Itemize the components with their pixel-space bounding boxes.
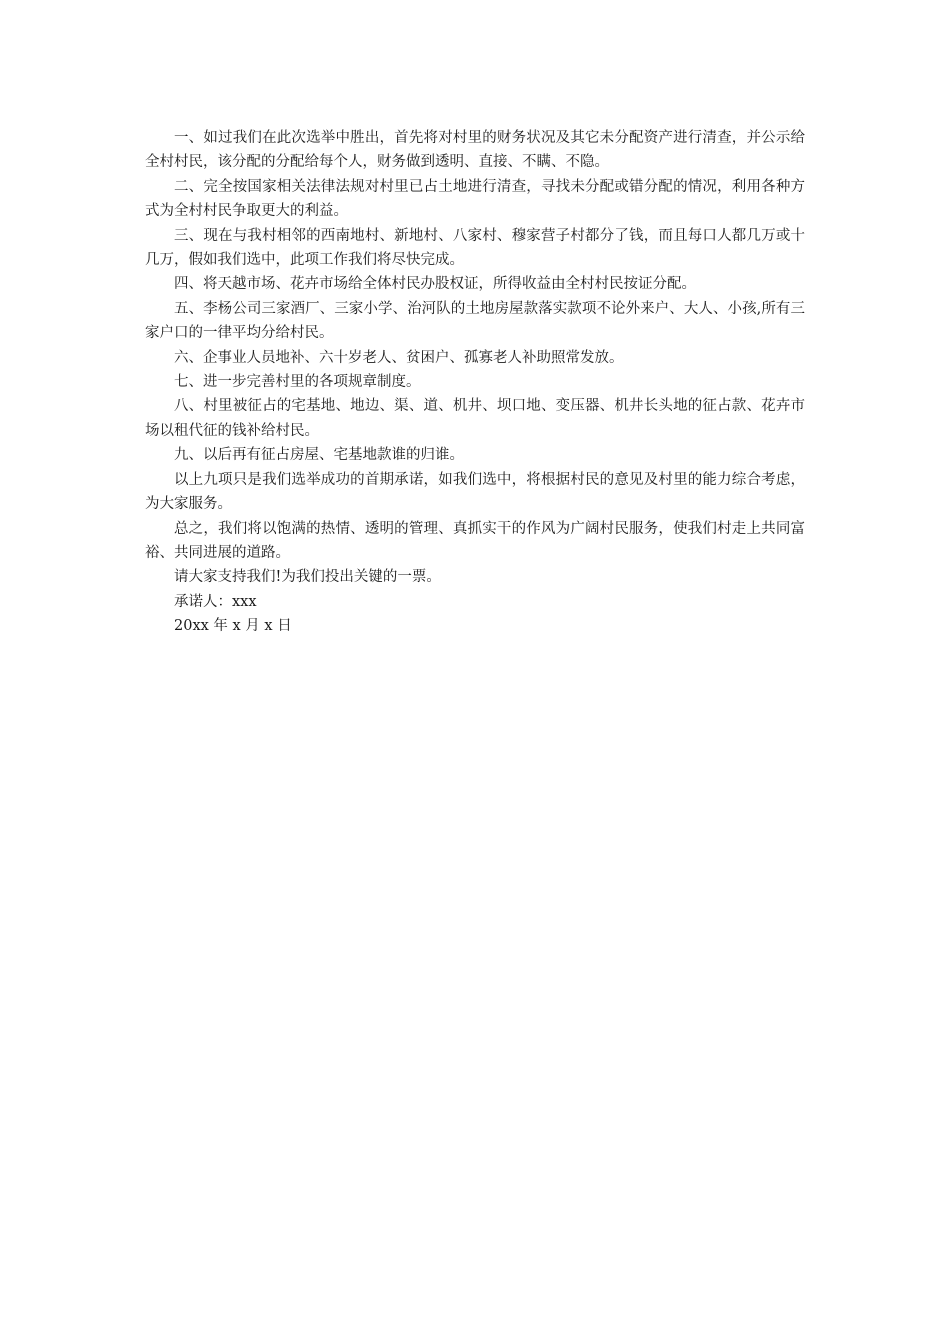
promise-item-1: 一、如过我们在此次选举中胜出，首先将对村里的财务状况及其它未分配资产进行清查，并公示给全村村民，该分配的分配给每个人，财务做到透明、直接、不瞒、不隐。: [145, 130, 805, 171]
promise-item-4: 四、将天越市场、花卉市场给全体村民办股权证，所得收益由全村村民按证分配。: [174, 276, 696, 293]
promise-item-8: 八、村里被征占的宅基地、地边、渠、道、机井、坝口地、变压器、机井长头地的征占款、花卉市场以租代征的钱补给村民。: [145, 398, 805, 439]
promise-item-6: 六、企事业人员地补、六十岁老人、贫困户、孤寡老人补助照常发放。: [174, 349, 624, 366]
promise-item-2: 二、完全按国家相关法律法规对村里已占土地进行清查，寻找未分配或错分配的情况，利用各种方式为全村村民争取更大的利益。: [145, 178, 805, 220]
appeal-paragraph: 请大家支持我们!为我们投出关键的一票。: [174, 569, 441, 586]
promise-item-7: 七、进一步完善村里的各项规章制度。: [174, 374, 421, 391]
signer-line: 承诺人：xxx: [174, 593, 257, 610]
conclusion-paragraph: 总之，我们将以饱满的热情、透明的管理、真抓实干的作风为广阔村民服务，使我们村走上共同富裕、共同进展的道路。: [145, 520, 805, 561]
summary-paragraph: 以上九项只是我们选举成功的首期承诺，如我们选中，将根据村民的意见及村里的能力综合考虑，为大家服务。: [145, 471, 805, 513]
document-body: [145, 126, 805, 639]
promise-item-5: 五、李杨公司三家酒厂、三家小学、治河队的土地房屋款落实款项不论外来户、大人、小孩,所有三家户口的一律平均分给村民。: [145, 300, 805, 342]
promise-item-3: 三、现在与我村相邻的西南地村、新地村、八家村、穆家营子村都分了钱，而且每口人都几万或十几万，假如我们选中，此项工作我们将尽快完成。: [145, 227, 805, 269]
promise-item-9: 九、以后再有征占房屋、宅基地款谁的归谁。: [174, 447, 464, 464]
date-line: 20xx 年 x 月 x 日: [174, 618, 292, 635]
